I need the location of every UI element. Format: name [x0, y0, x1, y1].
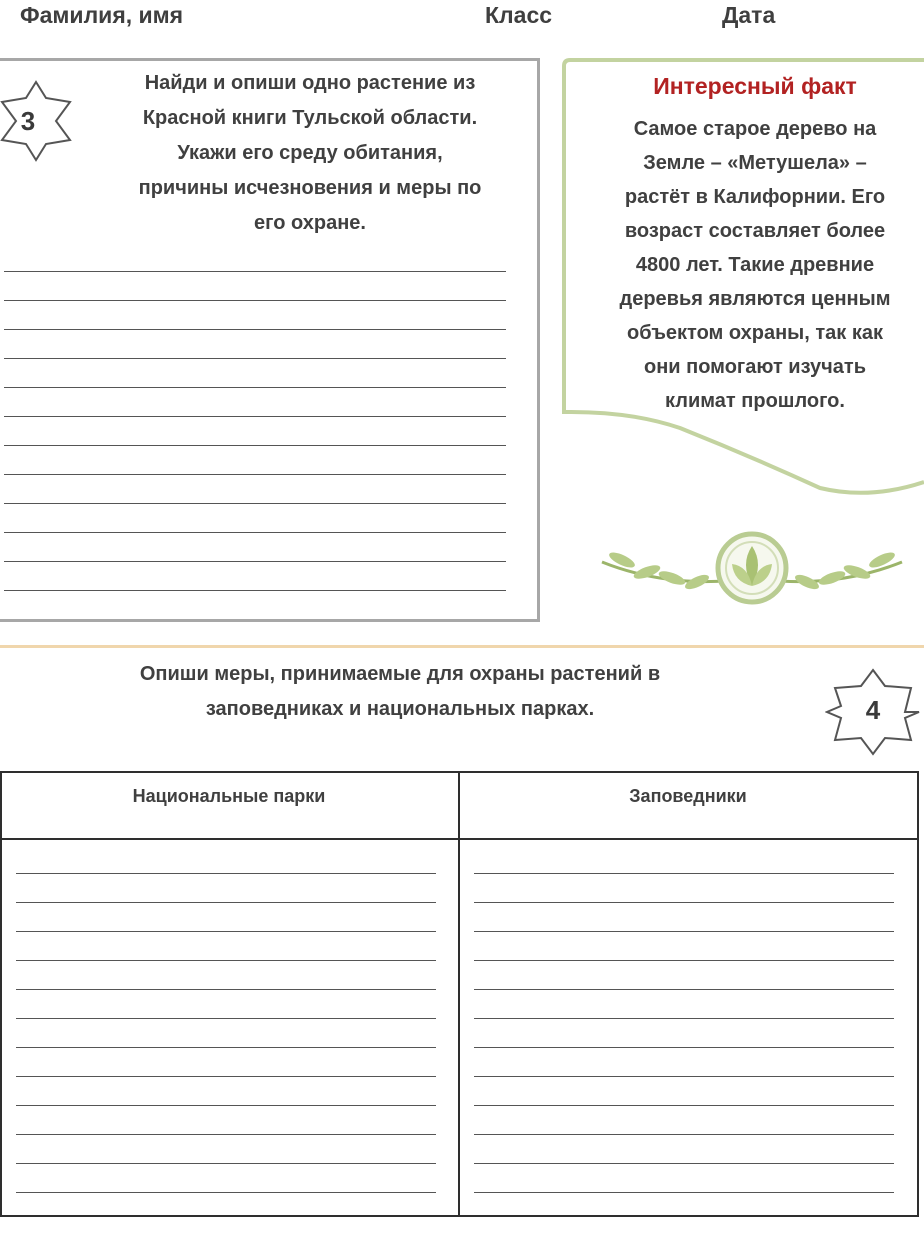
table-header-divider — [0, 838, 919, 840]
col-header-national-parks: Национальные парки — [132, 786, 326, 806]
answer-line[interactable] — [16, 873, 436, 874]
answer-line[interactable] — [4, 271, 506, 272]
answer-line[interactable] — [16, 1105, 436, 1106]
section-divider — [0, 645, 924, 648]
task3-line: Красной книги Тульской области. — [142, 107, 478, 129]
answer-line[interactable] — [474, 1047, 894, 1048]
task4-instructions — [40, 657, 760, 727]
fact-line: растёт в Калифорнии. Его — [624, 186, 886, 208]
fact-line: Самое старое дерево на — [633, 118, 877, 140]
answer-line[interactable] — [16, 960, 436, 961]
answer-line[interactable] — [474, 931, 894, 932]
fact-line: возраст составляет более — [624, 220, 886, 242]
fact-line: Земле – «Метушела» – — [643, 152, 867, 174]
answer-line[interactable] — [474, 1076, 894, 1077]
fact-line: деревья являются ценным — [619, 288, 891, 310]
answer-line[interactable] — [16, 931, 436, 932]
answer-line[interactable] — [16, 1134, 436, 1135]
answer-line[interactable] — [4, 300, 506, 301]
task3-line: причины исчезновения и меры по — [138, 177, 482, 199]
fact-title: Интересный факт — [653, 73, 857, 99]
fact-body — [582, 112, 924, 418]
fact-line: климат прошлого. — [665, 390, 845, 412]
answer-line[interactable] — [16, 1018, 436, 1019]
answer-line[interactable] — [4, 329, 506, 330]
answer-line[interactable] — [474, 1018, 894, 1019]
answer-line[interactable] — [4, 358, 506, 359]
task3-line: Укажи его среду обитания, — [177, 142, 443, 164]
answer-line[interactable] — [474, 1134, 894, 1135]
fact-line: 4800 лет. Такие древние — [635, 254, 875, 276]
answer-line[interactable] — [4, 387, 506, 388]
answer-line[interactable] — [16, 902, 436, 903]
task3-line: его охране. — [254, 212, 366, 234]
task4-line: заповедниках и национальных парках. — [205, 698, 595, 720]
answer-line[interactable] — [474, 960, 894, 961]
answer-line[interactable] — [474, 1192, 894, 1193]
task4-number: 4 — [865, 695, 881, 725]
laurel-emblem-icon — [592, 520, 912, 620]
answer-line[interactable] — [16, 1163, 436, 1164]
answer-line[interactable] — [474, 1163, 894, 1164]
task4-line: Опиши меры, принимаемые для охраны растений в — [139, 663, 661, 685]
answer-line[interactable] — [16, 989, 436, 990]
answer-line[interactable] — [4, 532, 506, 533]
answer-line[interactable] — [16, 1192, 436, 1193]
answer-line[interactable] — [4, 416, 506, 417]
answer-line[interactable] — [474, 873, 894, 874]
task3-line: Найди и опиши одно растение из — [144, 72, 476, 94]
name-label: Фамилия, имя — [20, 2, 184, 28]
task3-instructions — [90, 66, 530, 241]
fact-line: они помогают изучать — [643, 356, 866, 378]
fact-line: объектом охраны, так как — [627, 322, 883, 344]
task3-number: 3 — [20, 106, 36, 136]
answer-line[interactable] — [474, 1105, 894, 1106]
answer-line[interactable] — [4, 590, 506, 591]
col-header-reserves: Заповедники — [629, 786, 747, 806]
answer-line[interactable] — [4, 445, 506, 446]
answer-line[interactable] — [16, 1047, 436, 1048]
answer-line[interactable] — [4, 474, 506, 475]
answer-line[interactable] — [16, 1076, 436, 1077]
answer-line[interactable] — [4, 561, 506, 562]
answer-line[interactable] — [474, 989, 894, 990]
class-label: Класс — [485, 2, 553, 28]
answer-line[interactable] — [4, 503, 506, 504]
answer-line[interactable] — [474, 902, 894, 903]
date-label: Дата — [722, 2, 776, 28]
